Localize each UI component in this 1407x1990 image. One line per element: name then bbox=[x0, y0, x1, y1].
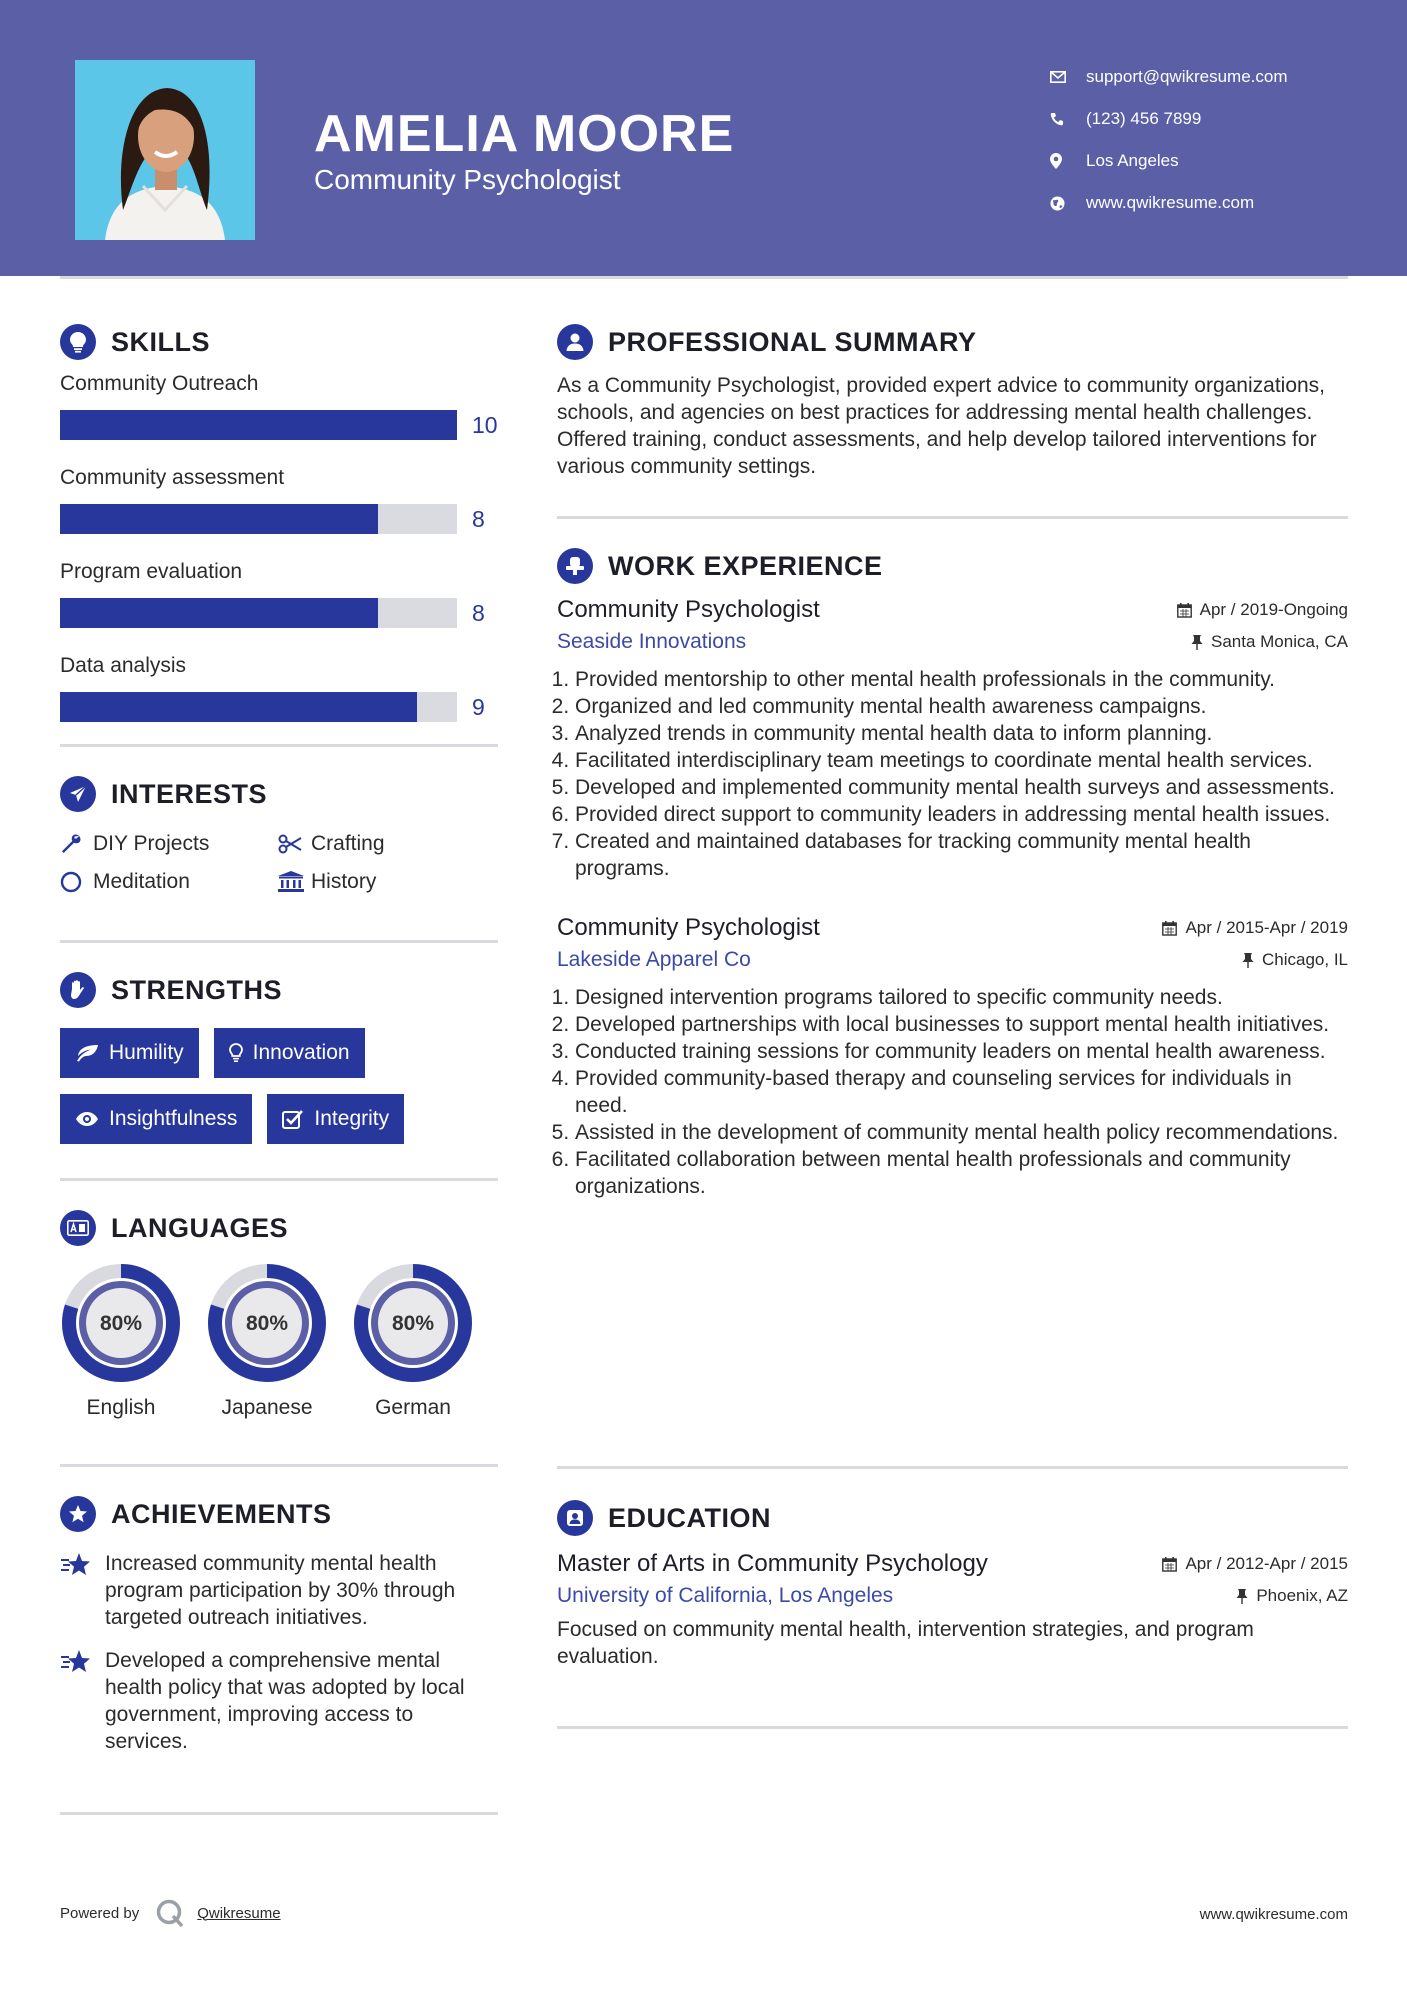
job-bullet: 4. Facilitated interdisciplinary team meetings to coordinate mental health services. bbox=[575, 747, 1348, 774]
circle-icon bbox=[60, 871, 93, 893]
skill-bar-fill bbox=[60, 504, 378, 534]
job-bullet: 5. Assisted in the development of community mental health policy recommendations. bbox=[575, 1119, 1348, 1146]
pushpin-icon bbox=[1191, 635, 1203, 650]
language-ring bbox=[352, 1262, 474, 1384]
job-entry bbox=[557, 914, 1348, 1200]
skill-name: Community assessment bbox=[60, 466, 285, 489]
section-divider bbox=[60, 940, 498, 943]
profile-photo bbox=[75, 60, 255, 240]
job-location: Santa Monica, CA bbox=[1210, 632, 1348, 651]
skill-bar bbox=[60, 410, 457, 440]
museum-icon bbox=[278, 871, 311, 893]
language-percent: 80% bbox=[245, 1312, 289, 1335]
skill-bar bbox=[60, 504, 457, 534]
achievement-item bbox=[60, 1647, 498, 1755]
job-title: Community Psychologist bbox=[557, 914, 820, 941]
section-divider bbox=[60, 744, 498, 747]
map-pin-icon bbox=[1050, 153, 1086, 169]
star-icon bbox=[60, 1647, 105, 1755]
candidate-title: Community Psychologist bbox=[314, 164, 621, 195]
calendar-icon bbox=[1162, 921, 1177, 936]
achievements-section bbox=[60, 1494, 498, 1755]
languages-heading: LANGUAGES bbox=[111, 1212, 289, 1243]
language-ring bbox=[206, 1262, 328, 1384]
contact-location-text: Los Angeles bbox=[1086, 151, 1179, 170]
skill-name: Data analysis bbox=[60, 654, 187, 677]
education-description: Focused on community mental health, intervention strategies, and program evaluation. bbox=[557, 1618, 1254, 1668]
language-item bbox=[352, 1262, 474, 1420]
envelope-icon bbox=[1050, 71, 1086, 83]
paper-plane-icon bbox=[60, 776, 96, 812]
strength-tag bbox=[214, 1028, 365, 1078]
interest-item bbox=[278, 870, 478, 894]
strength-label: Insightfulness bbox=[109, 1107, 238, 1130]
skill-item bbox=[60, 372, 498, 440]
skill-name: Community Outreach bbox=[60, 372, 259, 395]
language-item bbox=[206, 1262, 328, 1420]
qwikresume-link[interactable]: Qwikresume bbox=[197, 1904, 281, 1922]
globe-icon bbox=[1050, 196, 1086, 211]
degree-title: Master of Arts in Community Psychology bbox=[557, 1550, 988, 1577]
skill-bar-fill bbox=[60, 598, 378, 628]
job-bullet: 7. Created and maintained databases for tracking community mental health programs. bbox=[575, 828, 1348, 882]
contact-website[interactable] bbox=[1050, 182, 1288, 224]
job-bullets bbox=[557, 984, 1348, 1200]
summary-section bbox=[557, 322, 1348, 480]
skill-value: 8 bbox=[472, 505, 485, 532]
section-divider bbox=[60, 1812, 498, 1815]
strength-label: Humility bbox=[109, 1041, 184, 1064]
job-bullet: 6. Provided direct support to community leaders in addressing mental health issues. bbox=[575, 801, 1348, 828]
contact-email[interactable] bbox=[1050, 56, 1288, 98]
skill-value: 10 bbox=[472, 411, 498, 438]
skill-value: 8 bbox=[472, 599, 485, 626]
skill-item bbox=[60, 654, 498, 722]
wrench-icon bbox=[60, 833, 93, 855]
lightbulb-icon bbox=[60, 324, 96, 360]
job-dates: Apr / 2015-Apr / 2019 bbox=[1185, 918, 1348, 937]
strength-label: Innovation bbox=[252, 1041, 350, 1064]
skill-name: Program evaluation bbox=[60, 560, 243, 583]
job-company: Seaside Innovations bbox=[557, 630, 747, 653]
strengths-heading: STRENGTHS bbox=[111, 974, 283, 1005]
achievement-item bbox=[60, 1550, 498, 1631]
section-divider bbox=[557, 1466, 1348, 1469]
eye-icon bbox=[75, 1111, 99, 1127]
star-badge-icon bbox=[60, 1496, 96, 1532]
graduate-icon bbox=[557, 1500, 593, 1536]
qwikresume-logo-icon bbox=[155, 1898, 185, 1928]
strength-label: Integrity bbox=[314, 1107, 390, 1130]
strength-tag bbox=[267, 1094, 404, 1144]
contact-location bbox=[1050, 140, 1288, 182]
contact-website-text: www.qwikresume.com bbox=[1086, 193, 1255, 212]
skills-heading: SKILLS bbox=[111, 326, 211, 357]
pushpin-icon bbox=[1242, 953, 1254, 968]
skill-value: 9 bbox=[472, 693, 485, 720]
language-item bbox=[60, 1262, 182, 1420]
language-icon bbox=[60, 1210, 96, 1246]
language-percent: 80% bbox=[99, 1312, 143, 1335]
hand-icon bbox=[60, 972, 96, 1008]
language-name: English bbox=[86, 1396, 156, 1419]
job-bullet: 6. Facilitated collaboration between mental health professionals and community organizations. bbox=[575, 1146, 1348, 1200]
job-title: Community Psychologist bbox=[557, 596, 820, 623]
powered-by-label: Powered by bbox=[60, 1904, 140, 1922]
language-name: Japanese bbox=[221, 1396, 313, 1419]
strength-tag bbox=[60, 1094, 252, 1144]
education-location: Phoenix, AZ bbox=[1256, 1586, 1348, 1605]
star-icon bbox=[60, 1550, 105, 1631]
experience-heading: WORK EXPERIENCE bbox=[608, 550, 883, 581]
contact-list bbox=[1050, 56, 1288, 224]
interest-label: History bbox=[311, 870, 377, 893]
interest-label: DIY Projects bbox=[93, 832, 210, 855]
user-icon bbox=[557, 324, 593, 360]
section-divider bbox=[60, 1464, 498, 1467]
job-company: Lakeside Apparel Co bbox=[557, 948, 751, 971]
experience-section bbox=[557, 546, 1348, 1200]
job-bullets bbox=[557, 666, 1348, 882]
header-divider bbox=[60, 276, 1348, 279]
skill-bar bbox=[60, 598, 457, 628]
interests-section bbox=[60, 774, 498, 894]
job-dates: Apr / 2019-Ongoing bbox=[1199, 600, 1348, 619]
scissors-icon bbox=[278, 834, 311, 854]
contact-phone-text: (123) 456 7899 bbox=[1086, 109, 1202, 128]
pushpin-icon bbox=[1236, 1589, 1248, 1604]
skill-bar-fill bbox=[60, 410, 457, 440]
education-heading: EDUCATION bbox=[608, 1502, 771, 1533]
job-bullet: 3. Conducted training sessions for community leaders on mental health awareness. bbox=[575, 1038, 1348, 1065]
summary-text: As a Community Psychologist, provided expert advice to community organizations, schools, and agencies on best practices for addressing mental health challenges. Offered training, conduct assessments, and help develop tailored interventions for various community settings. bbox=[557, 374, 1326, 478]
skill-item bbox=[60, 560, 498, 628]
summary-heading: PROFESSIONAL SUMMARY bbox=[608, 326, 977, 357]
candidate-name: AMELIA MOORE bbox=[314, 105, 735, 163]
achievements-heading: ACHIEVEMENTS bbox=[111, 1498, 332, 1529]
interest-label: Meditation bbox=[93, 870, 190, 893]
interest-item bbox=[60, 832, 278, 856]
interest-label: Crafting bbox=[311, 832, 385, 855]
interests-heading: INTERESTS bbox=[111, 778, 268, 809]
section-divider bbox=[557, 516, 1348, 519]
calendar-icon bbox=[1177, 603, 1192, 618]
section-divider bbox=[60, 1178, 498, 1181]
language-percent: 80% bbox=[391, 1312, 435, 1335]
skills-section bbox=[60, 322, 498, 748]
skill-item bbox=[60, 466, 498, 534]
strengths-section bbox=[60, 970, 498, 1144]
education-section bbox=[557, 1498, 1348, 1670]
job-bullet: 5. Developed and implemented community mental health surveys and assessments. bbox=[575, 774, 1348, 801]
achievement-text: Developed a comprehensive mental health policy that was adopted by local government, improving access to services. bbox=[105, 1649, 465, 1753]
job-bullet: 1. Designed intervention programs tailored to specific community needs. bbox=[575, 984, 1348, 1011]
skill-bar bbox=[60, 692, 457, 722]
strength-tag bbox=[60, 1028, 199, 1078]
interest-item bbox=[60, 870, 278, 894]
job-bullet: 3. Analyzed trends in community mental health data to inform planning. bbox=[575, 720, 1348, 747]
language-name: German bbox=[375, 1396, 451, 1419]
language-ring bbox=[60, 1262, 182, 1384]
achievement-text: Increased community mental health program participation by 30% through targeted outreach initiatives. bbox=[105, 1552, 456, 1629]
footer-website[interactable]: www.qwikresume.com bbox=[1199, 1906, 1348, 1923]
languages-section bbox=[60, 1208, 498, 1420]
contact-email-text: support@qwikresume.com bbox=[1086, 67, 1288, 86]
check-square-icon bbox=[282, 1109, 304, 1129]
footer-powered-by bbox=[60, 1898, 281, 1928]
school-name: University of California, Los Angeles bbox=[557, 1584, 894, 1607]
section-divider bbox=[557, 1726, 1348, 1729]
lightbulb-icon bbox=[229, 1043, 243, 1063]
job-entry bbox=[557, 596, 1348, 882]
contact-phone[interactable] bbox=[1050, 98, 1288, 140]
job-bullet: 2. Organized and led community mental health awareness campaigns. bbox=[575, 693, 1348, 720]
job-location: Chicago, IL bbox=[1262, 950, 1348, 969]
header-banner bbox=[0, 0, 1407, 276]
job-bullet: 4. Provided community-based therapy and counseling services for individuals in need. bbox=[575, 1065, 1348, 1119]
briefcase-icon bbox=[557, 548, 593, 584]
leaf-icon bbox=[75, 1044, 99, 1062]
job-bullet: 2. Developed partnerships with local businesses to support mental health initiatives. bbox=[575, 1011, 1348, 1038]
education-dates: Apr / 2012-Apr / 2015 bbox=[1185, 1554, 1348, 1573]
calendar-icon bbox=[1162, 1557, 1177, 1572]
phone-icon bbox=[1050, 112, 1086, 126]
job-bullet: 1. Provided mentorship to other mental health professionals in the community. bbox=[575, 666, 1348, 693]
interest-item bbox=[278, 832, 478, 856]
skill-bar-fill bbox=[60, 692, 417, 722]
